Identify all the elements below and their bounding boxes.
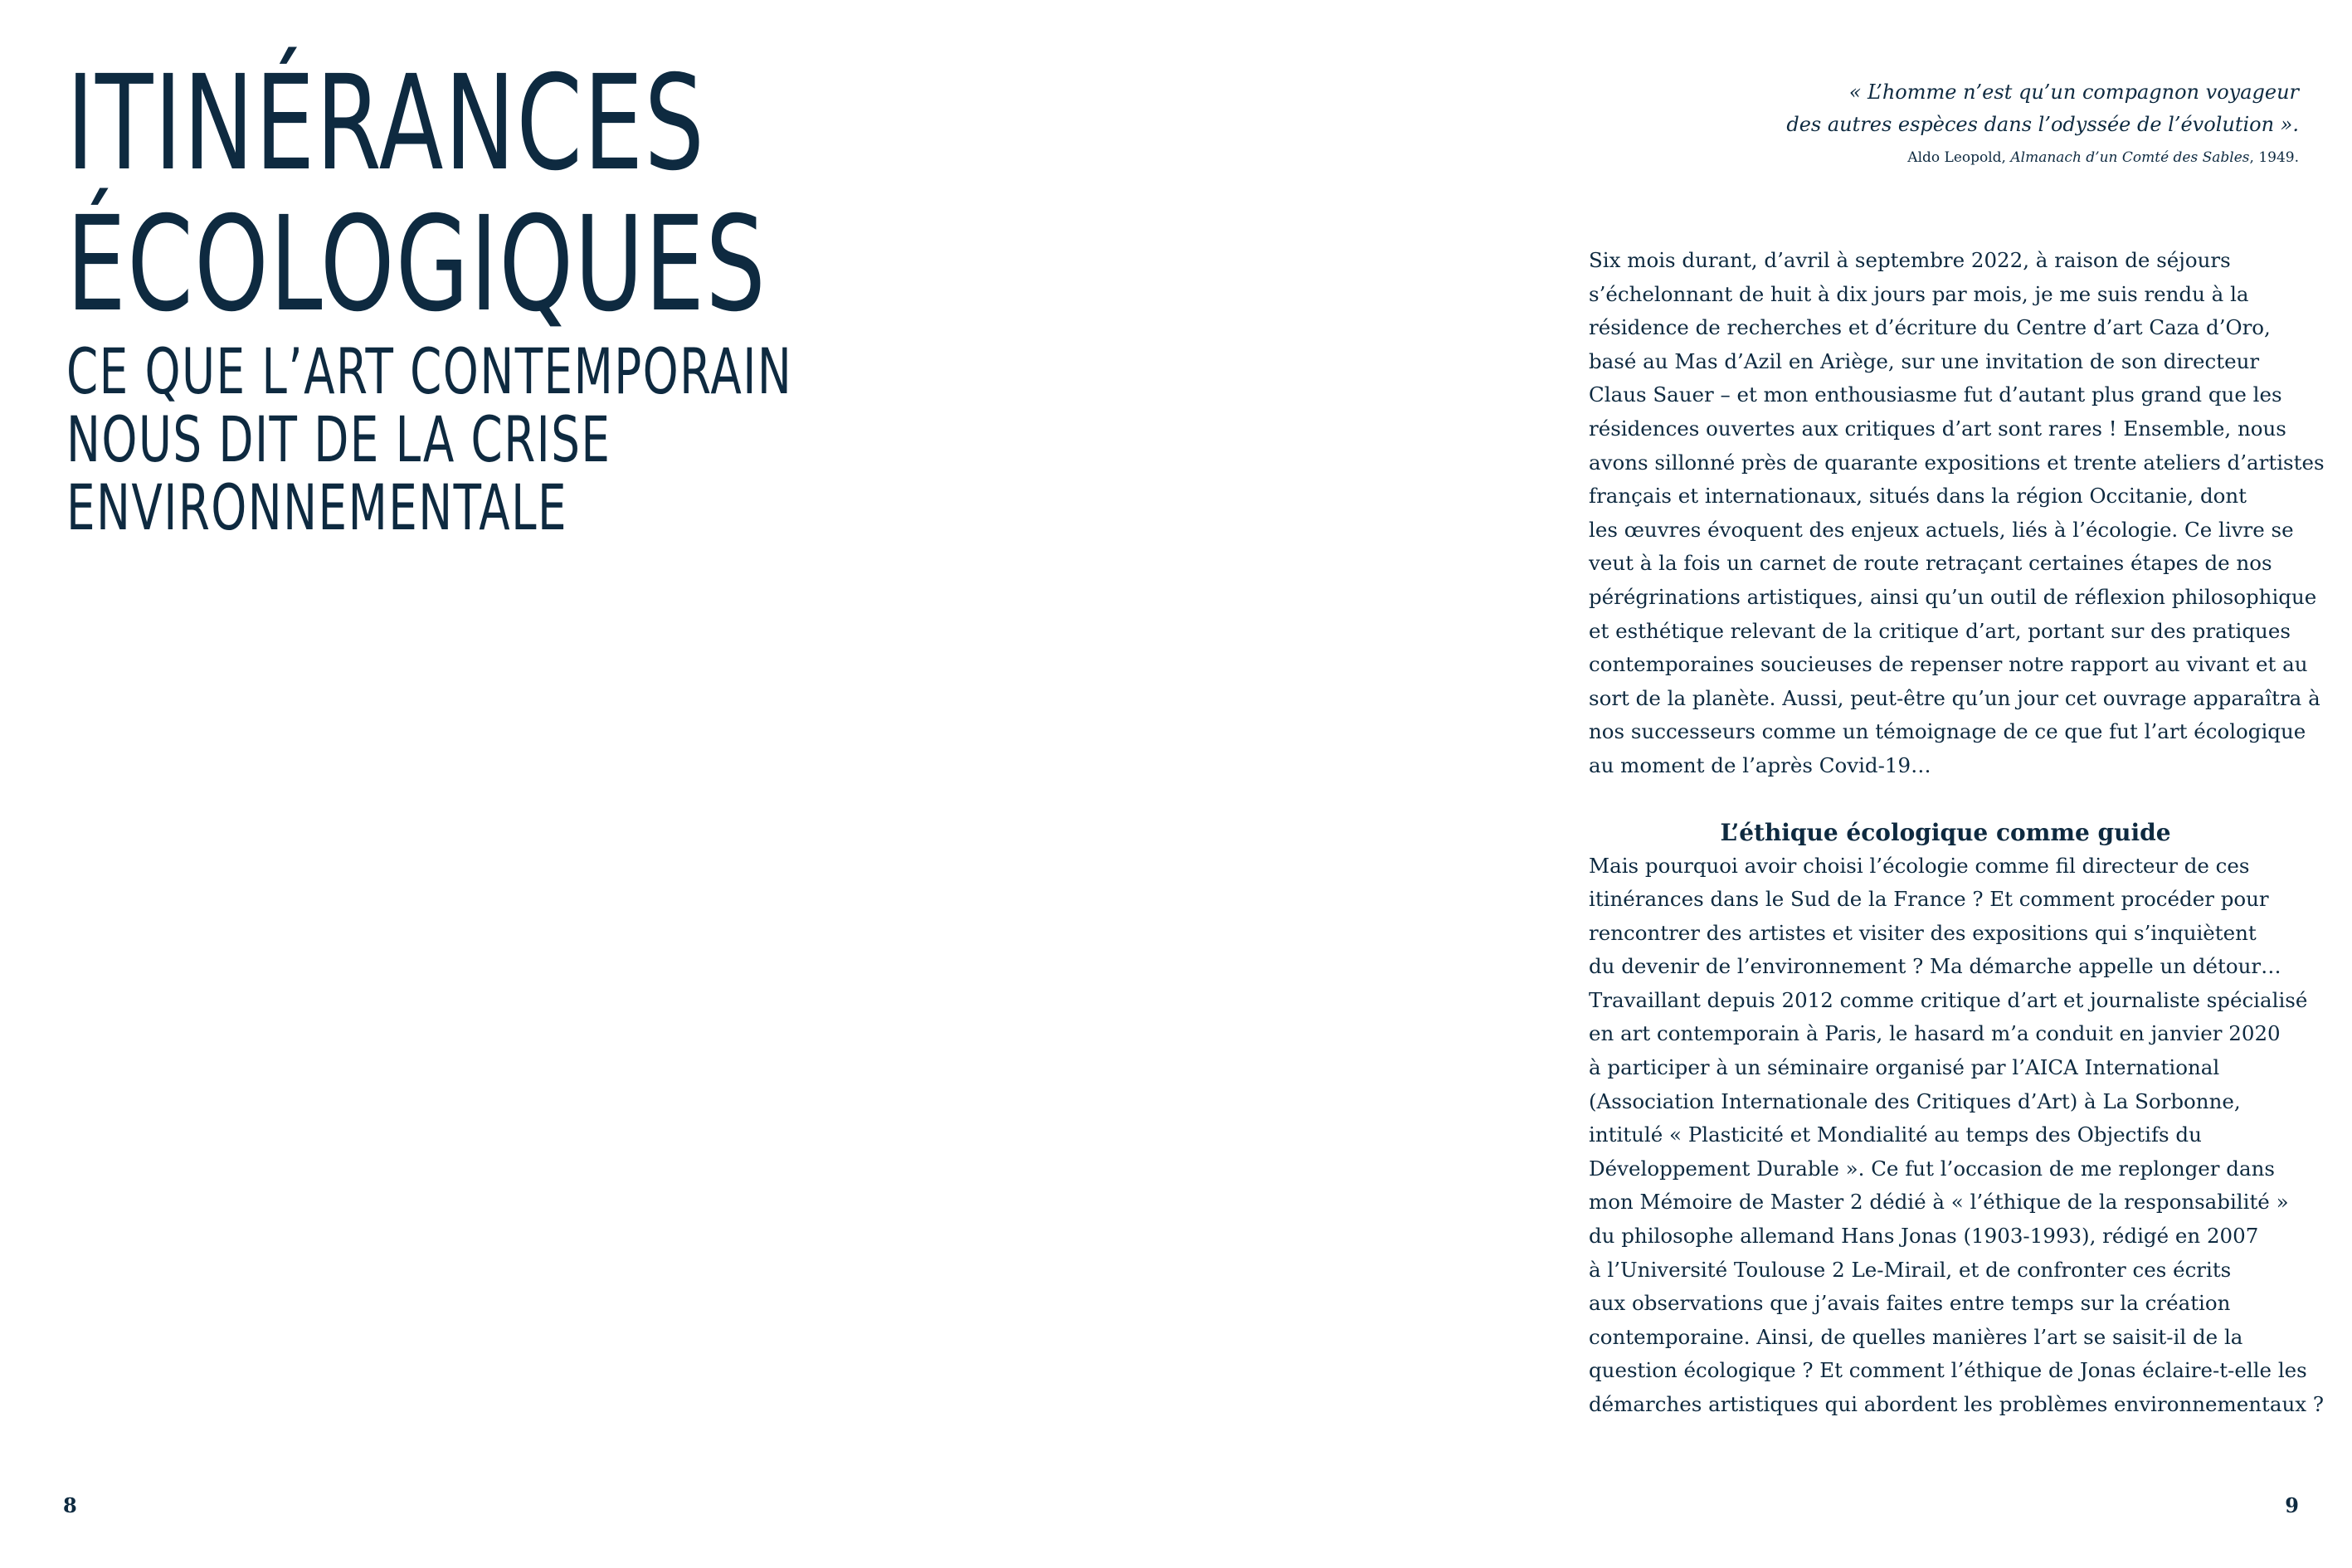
epigraph-author: Aldo Leopold,	[1907, 149, 2011, 166]
text-line: Développement Durable ». Ce fut l’occasion de me replonger dans	[1589, 1156, 2275, 1181]
text-line: (Association Internationale des Critiques d’Art) à La Sorbonne,	[1589, 1088, 2241, 1113]
text-line: à participer à un séminaire organisé par l’AICA International	[1589, 1055, 2220, 1080]
text-line: rencontrer des artistes et visiter des expositions qui s’inquiètent	[1589, 920, 2257, 945]
text-line: au moment de l’après Covid-19…	[1589, 752, 1931, 777]
title-line-2: ÉCOLOGIQUES	[66, 188, 767, 341]
epigraph-quote-line-1: « L’homme n’est qu’un compagnon voyageur	[1848, 80, 2299, 104]
title-block	[66, 47, 979, 544]
text-line: résidences ouvertes aux critiques d’art sont rares ! Ensemble, nous	[1589, 416, 2286, 441]
text-line: veut à la fois un carnet de route retraçant certaines étapes de nos	[1589, 551, 2272, 576]
text-line: du devenir de l’environnement ? Ma démarche appelle un détour…	[1589, 954, 2281, 979]
text-line: à l’Université Toulouse 2 Le-Mirail, et de confronter ces écrits	[1589, 1257, 2232, 1282]
text-line: français et internationaux, situés dans la région Occitanie, dont	[1589, 484, 2247, 509]
text-line: Claus Sauer – et mon enthousiasme fut d’autant plus grand que les	[1589, 382, 2282, 407]
epigraph-source	[1718, 146, 2299, 169]
text-line: intitulé « Plasticité et Mondialité au temps des Objectifs du	[1589, 1122, 2202, 1147]
text-line: mon Mémoire de Master 2 dédié à « l’éthique de la responsabilité »	[1589, 1190, 2289, 1215]
text-line: basé au Mas d’Azil en Ariège, sur une invitation de son directeur	[1589, 348, 2260, 373]
epigraph	[1718, 76, 2299, 169]
text-line: et esthétique relevant de la critique d’art, portant sur des pratiques	[1589, 618, 2291, 643]
subtitle-line-3: ENVIRONNEMENTALE	[66, 470, 568, 544]
text-line: avons sillonné près de quarante expositions et trente ateliers d’artistes	[1589, 450, 2325, 475]
text-line: Travaillant depuis 2012 comme critique d’art et journaliste spécialisé	[1589, 987, 2308, 1012]
epigraph-quote-line-2: des autres espèces dans l’odyssée de l’évolution ».	[1786, 113, 2299, 136]
epigraph-work-title: Almanach d’un Comté des Sables	[2010, 149, 2250, 166]
text-line: question écologique ? Et comment l’éthique de Jonas éclaire-t-elle les	[1589, 1358, 2307, 1383]
body-text	[1589, 244, 2325, 1422]
text-line: sort de la planète. Aussi, peut-être qu’un jour cet ouvrage apparaîtra à	[1589, 685, 2320, 710]
text-line: Mais pourquoi avoir choisi l’écologie comme fil directeur de ces	[1589, 853, 2250, 878]
section-heading: L’éthique écologique comme guide	[1720, 818, 2171, 846]
text-line: itinérances dans le Sud de la France ? Et comment procéder pour	[1589, 887, 2269, 912]
page-number-right: 9	[2285, 1493, 2299, 1517]
subtitle-line-1: CE QUE L’ART CONTEMPORAIN	[66, 334, 793, 408]
epigraph-year: , 1949.	[2249, 149, 2299, 166]
section-paragraph	[1589, 850, 2325, 1422]
text-line: en art contemporain à Paris, le hasard m’a conduit en janvier 2020	[1589, 1021, 2281, 1046]
text-line: résidence de recherches et d’écriture du Centre d’art Caza d’Oro,	[1589, 315, 2271, 340]
text-line: les œuvres évoquent des enjeux actuels, liés à l’écologie. Ce livre se	[1589, 517, 2294, 542]
text-line: démarches artistiques qui abordent les problèmes environnementaux ?	[1589, 1392, 2325, 1416]
text-line: Six mois durant, d’avril à septembre 2022, à raison de séjours	[1589, 248, 2231, 272]
text-line: pérégrinations artistiques, ainsi qu’un outil de réflexion philosophique	[1589, 584, 2317, 609]
page-number-left: 8	[63, 1493, 77, 1517]
text-line: du philosophe allemand Hans Jonas (1903-1993), rédigé en 2007	[1589, 1224, 2259, 1249]
text-line: aux observations que j’avais faites entre temps sur la création	[1589, 1291, 2231, 1316]
text-line: nos successeurs comme un témoignage de ce que fut l’art écologique	[1589, 719, 2306, 744]
text-line: s’échelonnant de huit à dix jours par mois, je me suis rendu à la	[1589, 281, 2249, 306]
intro-paragraph	[1589, 244, 2325, 783]
text-line: contemporaines soucieuses de repenser notre rapport au vivant et au	[1589, 652, 2308, 677]
text-line: contemporaine. Ainsi, de quelles manières l’art se saisit-il de la	[1589, 1324, 2243, 1349]
subtitle-line-2: NOUS DIT DE LA CRISE	[66, 402, 611, 476]
title-line-1: ITINÉRANCES	[66, 47, 706, 200]
epigraph-quote	[1718, 76, 2299, 141]
